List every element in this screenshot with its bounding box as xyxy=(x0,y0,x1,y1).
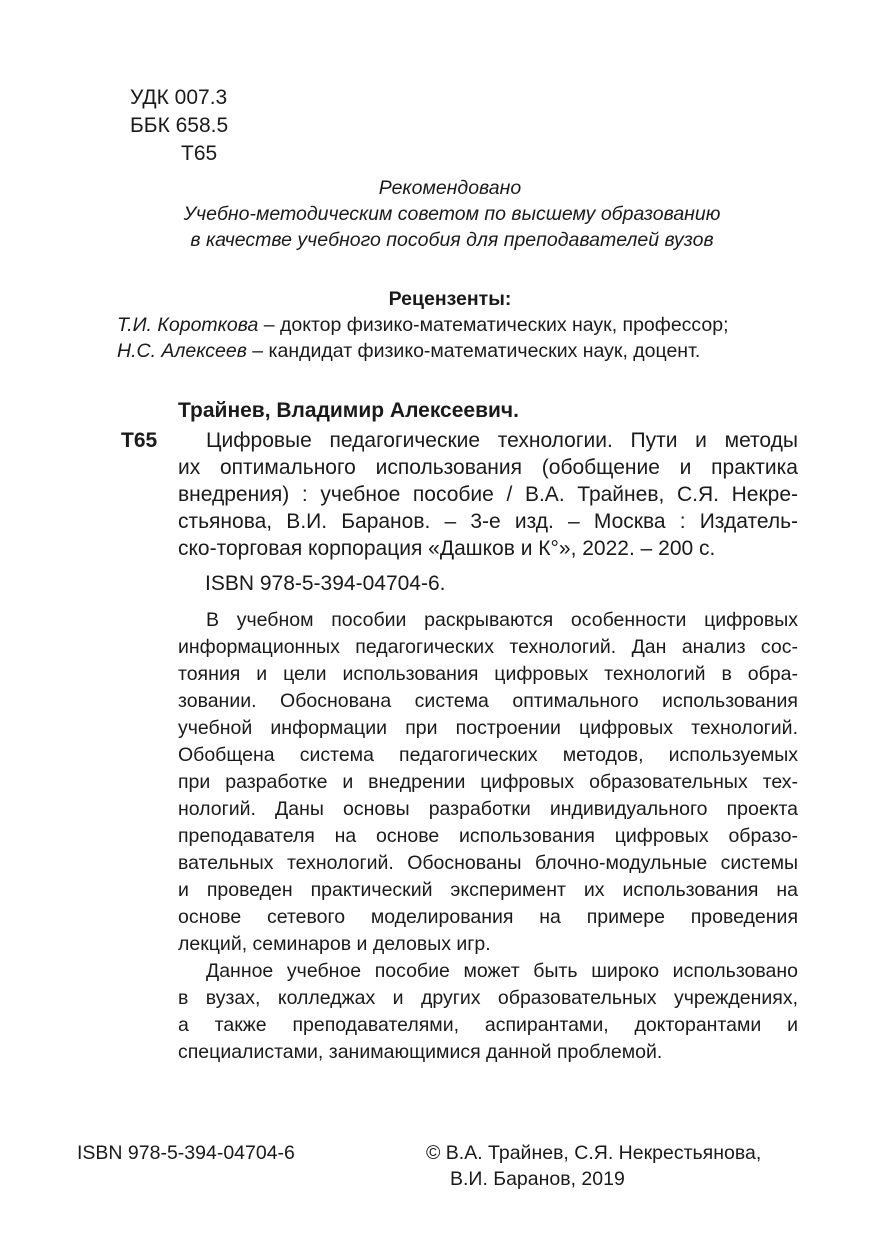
annotation-line: нологий. Даны основы разработки индивидуального проекта xyxy=(178,798,798,820)
annotation-line: основе сетевого моделирования на примере проведения xyxy=(178,906,798,928)
annotation-line: в вузах, колледжах и других образовательных учреждениях, xyxy=(178,987,798,1009)
annotation-line: при разработке и внедрении цифровых образовательных тех- xyxy=(178,771,798,793)
annotation-line: преподавателя на основе использования цифровых образо- xyxy=(178,825,798,847)
annotation-line: Данное учебное пособие может быть широко использовано xyxy=(206,960,798,982)
bibliography-line: стьянова, В.И. Баранов. – 3-е изд. – Москва : Издатель- xyxy=(178,510,798,533)
recommendation-line-2: Учебно-методическим советом по высшему образованию xyxy=(183,203,721,225)
udk-code: УДК 007.3 xyxy=(130,86,228,109)
annotation-line: вательных технологий. Обоснованы блочно-модульные системы xyxy=(178,852,798,874)
annotation-line: зовании. Обоснована система оптимального использования xyxy=(178,690,798,712)
reviewer-name: Т.И. Короткова xyxy=(117,314,259,336)
reviewer-description: – доктор физико-математических наук, профессор; xyxy=(258,314,729,336)
bibliography-mark: Т65 xyxy=(121,429,158,452)
reviewer-item xyxy=(117,338,700,364)
copyright-line-2: В.И. Баранов, 2019 xyxy=(450,1168,625,1190)
annotation-line: специалистами, занимающимися данной проблемой. xyxy=(178,1041,663,1063)
bibliography-line: внедрения) : учебное пособие / В.А. Трайнев, С.Я. Некре- xyxy=(178,483,798,506)
recommendation-line-1: Рекомендовано xyxy=(378,177,522,199)
recommendation-line-3: в качестве учебного пособия для преподавателей вузов xyxy=(190,229,714,251)
reviewer-name: Н.С. Алексеев xyxy=(117,340,247,362)
annotation-line: тояния и цели использования цифровых технологий в обра- xyxy=(178,663,798,685)
annotation-line: и проведен практический эксперимент их использования на xyxy=(178,879,798,901)
bibliography-isbn: ISBN 978-5-394-04704-6. xyxy=(205,572,446,595)
annotation-line: Обобщена система педагогических методов, используемых xyxy=(178,744,798,766)
reviewer-description: – кандидат физико-математических наук, доцент. xyxy=(246,340,701,362)
annotation-line: информационных педагогических технологий. Дан анализ сос- xyxy=(178,636,798,658)
bibliography-line: Цифровые педагогические технологии. Пути и методы xyxy=(206,429,798,452)
bbk-code: ББК 658.5 xyxy=(130,114,229,137)
bibliography-line: их оптимального использования (обобщение и практика xyxy=(178,456,798,479)
annotation-line: а также преподавателями, аспирантами, докторантами и xyxy=(178,1014,798,1036)
footer-isbn: ISBN 978-5-394-04704-6 xyxy=(77,1142,295,1164)
reviewers-heading: Рецензенты: xyxy=(388,288,512,310)
reviewer-item xyxy=(117,312,729,338)
annotation-line: лекций, семинаров и деловых игр. xyxy=(178,933,491,955)
bibliography-line: ско-торговая корпорация «Дашков и К°», 2022. – 200 с. xyxy=(178,537,716,560)
bibliography-author: Трайнев, Владимир Алексеевич. xyxy=(178,399,519,422)
annotation-line: В учебном пособии раскрываются особенности цифровых xyxy=(206,609,798,631)
copyright-line-1: © В.А. Трайнев, С.Я. Некрестьянова, xyxy=(426,1142,762,1164)
annotation-line: учебной информации при построении цифровых технологий. xyxy=(178,717,798,739)
author-mark: Т65 xyxy=(181,142,218,165)
